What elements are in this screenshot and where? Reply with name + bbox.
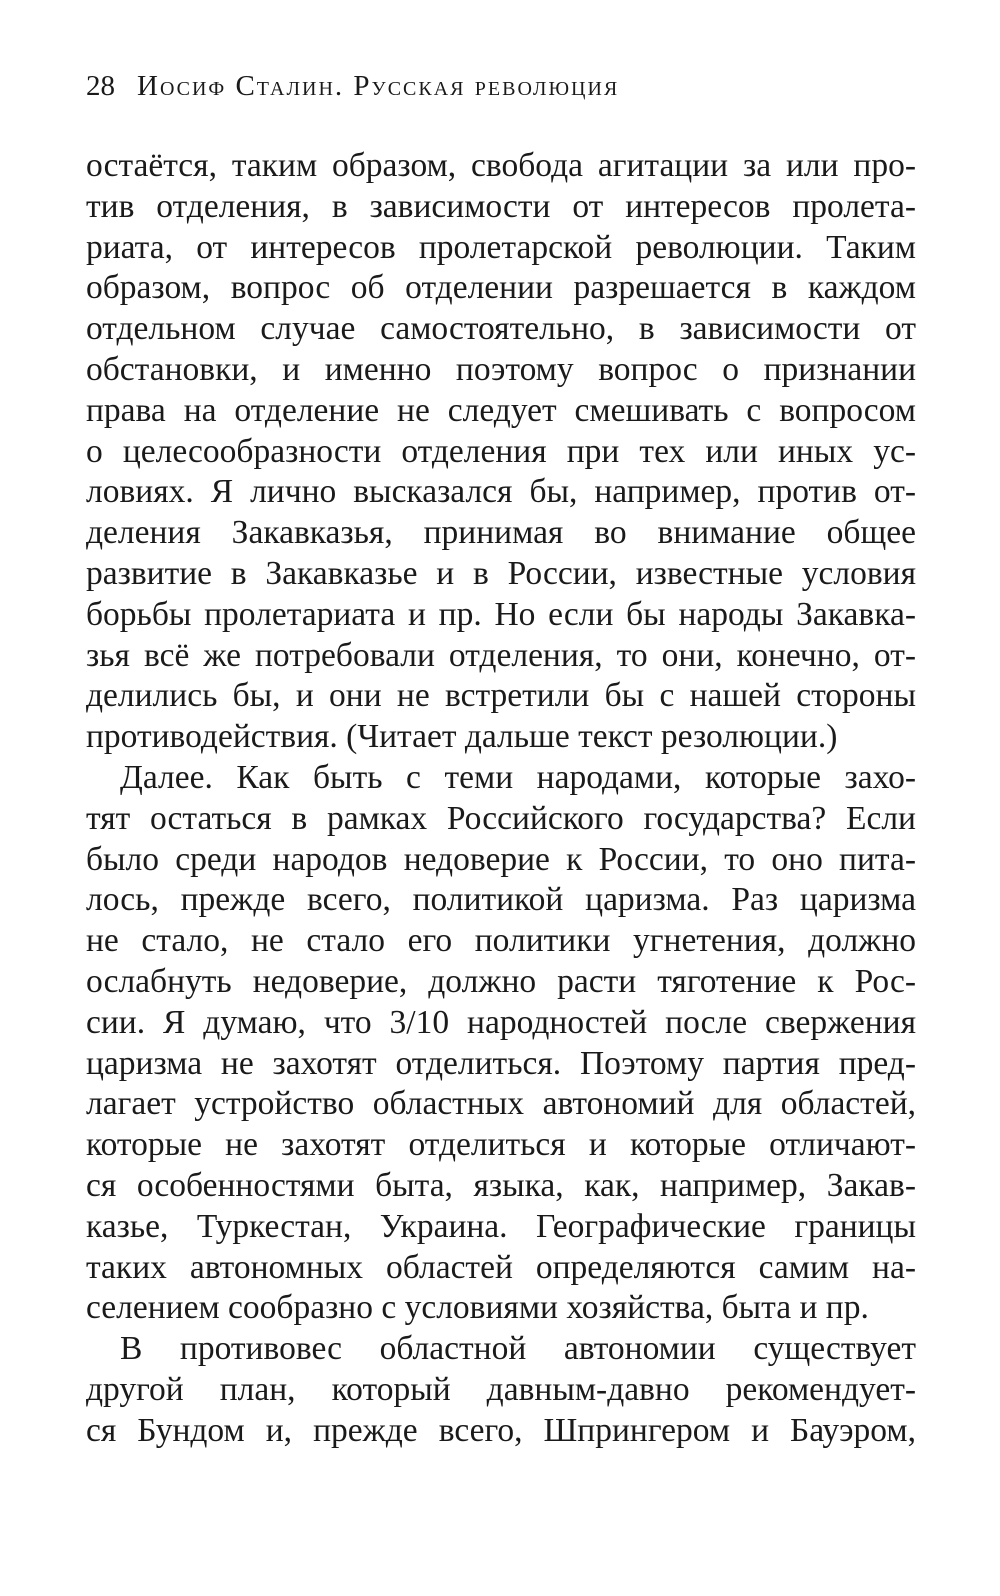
text-line: обстановки, и именно поэтому вопрос о признании [86,350,916,388]
text-line: лось, прежде всего, политикой царизма. Раз царизма [86,881,916,919]
text-line: делились бы, и они не встретили бы с нашей стороны [86,677,916,715]
text-line: другой план, который давным-давно рекомендует- [86,1370,916,1408]
text-line: тив отделения, в зависимости от интересов пролета- [86,187,916,225]
page-number: 28 [86,70,115,102]
running-head [86,70,619,103]
text-line: было среди народов недоверие к России, то оно пита- [86,840,916,878]
text-line: образом, вопрос об отделении разрешается в каждом [86,269,916,307]
text-line: отдельном случае самостоятельно, в зависимости от [86,310,916,348]
paragraph-first-line: Далее. Как быть с теми народами, которые захо- [120,758,916,796]
text-line: права на отделение не следует смешивать с вопросом [86,391,916,429]
text-line: деления Закавказья, принимая во внимание общее [86,514,916,552]
paragraph-last-line: селением сообразно с условиями хозяйства, быта и пр. [86,1289,869,1327]
text-line: ловиях. Я лично высказался бы, например, против от- [86,473,916,511]
text-line: борьбы пролетариата и пр. Но если бы народы Закавка- [86,595,916,633]
text-line: остаётся, таким образом, свобода агитации за или про- [86,147,916,184]
running-title: Иосиф Сталин. Русская революция [137,70,620,102]
text-line: ослабнуть недоверие, должно расти тяготение к Рос- [86,962,916,1000]
text-line: царизма не захотят отделиться. Поэтому партия пред- [86,1044,916,1082]
text-line: которые не захотят отделиться и которые отличают- [86,1126,916,1164]
paragraph-last-line: противодействия. (Читает дальше текст резолюции.) [86,718,838,756]
text-line: не стало, не стало его политики угнетения, должно [86,922,916,960]
text-line: сии. Я думаю, что 3/10 народностей после свержения [86,1003,916,1041]
text-line: зья всё же потребовали отделения, то они, конечно, от- [86,636,916,674]
text-line: таких автономных областей определяются самим на- [86,1248,916,1286]
text-line: казье, Туркестан, Украина. Географические границы [86,1207,916,1245]
text-line: о целесообразности отделения при тех или иных ус- [86,432,916,470]
text-line: риата, от интересов пролетарской революции. Таким [86,228,916,266]
text-line: ся особенностями быта, языка, как, например, Закав- [86,1166,916,1204]
text-line: лагает устройство областных автономий для областей, [86,1085,916,1123]
text-line: развитие в Закавказье и в России, известные условия [86,554,916,592]
text-line: тят остаться в рамках Российского государства? Если [86,799,916,837]
body-text [86,146,916,1452]
text-line: ся Бундом и, прежде всего, Шпрингером и Бауэром, [86,1411,916,1449]
paragraph-first-line: В противовес областной автономии существует [120,1330,916,1368]
